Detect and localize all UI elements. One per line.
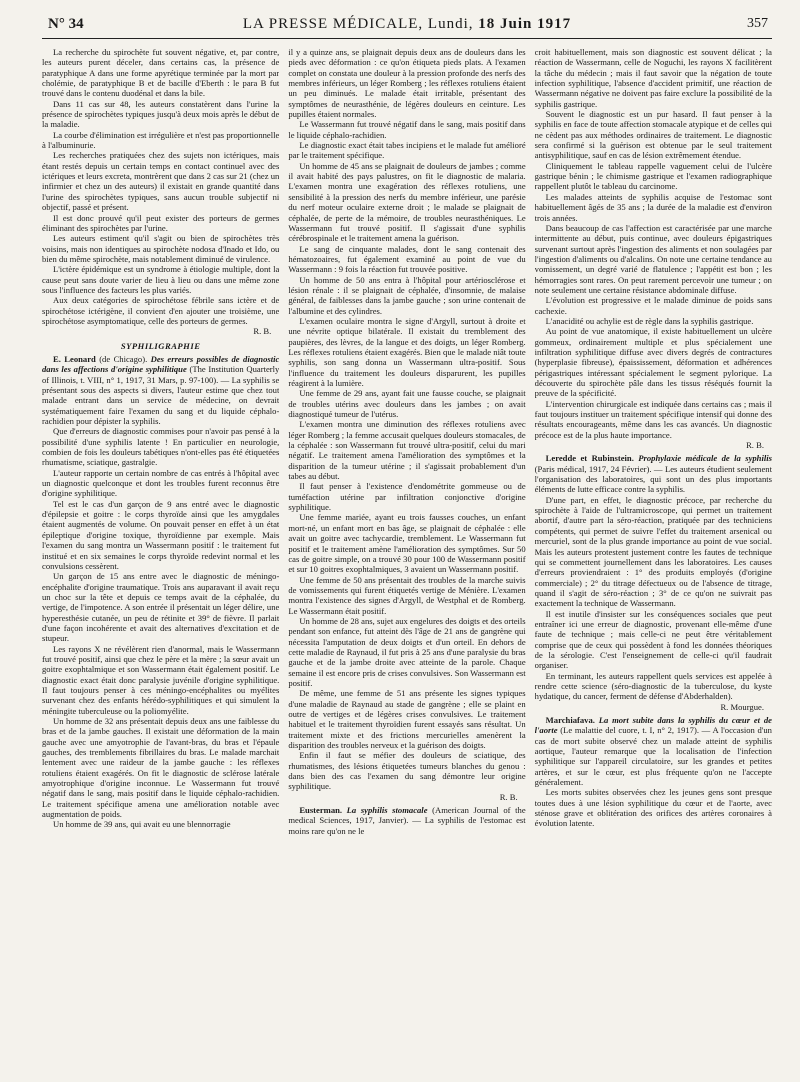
column-1 [42, 47, 279, 1057]
paragraph: Enfin il faut se méfier des douleurs de sciatique, des rhumatismes, des lésions étiquetées tumeurs blanches du genou : dans bien des cas l'examen du sang démontre leur origine syphilitique. [288, 750, 526, 792]
paragraph: L'ictère épidémique est un syndrome à étiologie multiple, dont la cause peut sans doute varier de lieu à lieu ou dans une même zone sous l'influence des facteurs les plus variés. [42, 264, 280, 295]
article-title: Des erreurs possibles de diagnostic dans les affections d'origine syphilitique [42, 353, 280, 375]
paragraph: Il faut penser à l'existence d'endométrite gommeuse ou de tuméfaction utérine par infiltration conjonctive d'origine syphilitique. [288, 481, 526, 513]
article-author: E. Leonard [53, 353, 96, 364]
paragraph: La courbe d'élimination est irrégulière et n'est pas proportionnelle à l'albuminurie. [42, 129, 280, 151]
issue-number: N° 34 [48, 16, 84, 32]
paragraph: il y a quinze ans, se plaignait depuis deux ans de douleurs dans les pieds avec déformation : ce qu'on étiqueta pieds plats. A l'examen complet on constata une douleur à la pression profonde des nerfs des membres inférieurs, un léger Romberg ; les réflexes rotuliens étaient un peu diminués. Le malade était irritable, présentant des symptômes de neurasthénie, de légères douleurs en ceinture. Les pupilles étaient normales. [288, 47, 526, 120]
journal-title [42, 16, 772, 33]
paragraph: Il est inutile d'insister sur les conséquences sociales que peut entraîner ici une erreur de diagnostic, provenant elle-même d'une faute de technique ; mais celle-ci ne peut être véritablement comprise que de ceux qui possèdent à fond les données théoriques de la sérologie. C'est l'enseignement de celle-ci qu'il faudrait organiser. [534, 608, 772, 671]
paragraph: La recherche du spirochète fut souvent négative, et, par contre, les auteurs purent déceler, dans certains cas, la présence de paratyphique A dans une forme apyrétique terminée par la mort par cholémie, de paratyphique B et de bacille d'Eberth : le para B fut trouvé dans le contenu duodénal et dans la bile. [42, 47, 280, 99]
paragraph: Que d'erreurs de diagnostic commises pour n'avoir pas pensé à la possibilité d'une syphilis latente ! En particulier en neurologie, combien de fois les douleurs tabétiques n'ont-elles pas été étiquetées rhumatisme, sciatique, gastralgie. [42, 426, 280, 468]
column-2 [288, 47, 525, 1057]
signature: R. B. [253, 326, 272, 337]
paragraph: Un homme de 28 ans, sujet aux engelures des doigts et des orteils pendant son enfance, fut atteint dès l'âge de 21 ans de gangrène qui nécessita l'amputation de deux doigts et d'un orteil. En dehors de cette maladie de Raynaud, il fut pris à 25 ans d'une paralysie du bras gauche et de la jambe droite avec atteinte de la parole. Chaque semaine il est encore pris de crises convulsives. Son Wassermann est positif. [288, 615, 526, 688]
paragraph: L'intervention chirurgicale est indiquée dans certains cas ; mais il faut toujours instituer un traitement spécifique intensif qui donne des résultats encourageants, même dans les cas avancés. Un diagnostic précoce est de la plus haute importance. [534, 398, 772, 440]
paragraph: Le diagnostic exact était tabes incipiens et le malade fut amélioré par le traitement spécifique. [288, 140, 526, 161]
article-intro [535, 453, 772, 494]
paragraph: Un homme de 45 ans se plaignait de douleurs de jambes ; comme il avait habité des pays palustres, on fit le diagnostic de malaria. L'examen montra une exagération des réflexes rotuliens, une sensibilité à la pression des nerfs du membre inférieur, une parésie du nerf moteur oculaire externe droit ; le malade se plaignait de céphalée, de perte de la mémoire, de troubles neurasthéniques. Le Wassermann fut trouvé positif. Il s'agissait d'une syphilis cérébrospinale et le traitement amena la guérison. [288, 160, 526, 244]
article-author: Marchiafava. [545, 715, 595, 725]
signature: R. B. [499, 791, 518, 802]
paragraph: Au point de vue anatomique, il existe habituellement un ulcère gommeux, ordinairement multiple et plus spécialement une infiltration syphilitique diffuse avec divers degrés de contractures (hyperplasie fibreuse), épaississement, déformation et adhérences périgastriques intéressant spécialement le segment pylorique. La découverte du spirochète pâle dans les tissus réséqués fournit la preuve de la spécificité. [534, 326, 772, 399]
paragraph: Les morts subites observées chez les jeunes gens sont presque toutes dues à une lésion syphilitique du cœur et de l'aorte, avec sténose grave et oblitération des orifices des artères coronaires à évolution latente. [534, 787, 772, 829]
article-reference: (American Journal of the medical Sciences, 1917, Janvier). — La syphilis de l'estomac est moins rare qu'on ne le [288, 805, 526, 836]
paragraph: Les rayons X ne révélèrent rien d'anormal, mais le Wassermann fut trouvé positif, ainsi que chez le père et la mère ; la sœur avait un goitre exophtalmique et son Wassermann était également positif. Le diagnostic exact était donc paralysie juvénile d'origine syphilitique. Il faut toujours penser à ces méningo-encéphalites ou myélites survenant chez des enfants hérédo-syphilitiques et qui simulent la méningite tuberculeuse ou la poliomyélite. [42, 643, 280, 716]
paragraph: croit habituellement, mais son diagnostic est souvent délicat ; la réaction de Wassermann, celle de Noguchi, les rayons X facilitèrent la tâche du médecin ; mais il faut savoir que la négation de toute infection syphilitique, l'absence d'accident primitif, une réaction de Wassermann négative ne doivent pas faire exclure la possibilité de la syphilis gastrique. [534, 47, 772, 109]
paragraph: En terminant, les auteurs rappellent quels services est appelée à rendre cette science (séro-diagnostic de la tuberculose, du kyste hydatique, du cancer, ferment de défense d'Abderhalden). [534, 670, 772, 702]
paragraph: Le Wassermann fut trouvé négatif dans le sang, mais positif dans le liquide céphalo-rachidien. [288, 119, 526, 140]
paragraph: Un homme de 50 ans entra à l'hôpital pour artériosclérose et lésion rénale : il se plaignait de céphalée, d'insomnie, de malaise général, de faiblesses dans la jambe gauche ; son urine contenait de l'albumine et des cylindres. [288, 274, 526, 316]
paragraph: Une femme de 50 ans présentait des troubles de la marche suivis de vomissements qui furent étiquetés vertige de Ménière. L'examen montra l'existence des signes d'Argyll, de Westphal et de Romberg. Le Wassermann était positif. [288, 574, 526, 616]
paragraph: L'examen montra une diminution des réflexes rotuliens avec léger Romberg ; la femme accusait quelques douleurs stomacales, de la céphalée : son Wassermann fut trouvé ultra-positif, celui du mari négatif. Le traitement amena l'amélioration des symptômes et la disparition de la tumeur utérine ; il s'agissait probablement d'un tabes au début. [288, 419, 526, 482]
paragraph: Dans beaucoup de cas l'affection est caractérisée par une marche intermittente au début, puis continue, avec douleurs épigastriques survenant surtout après l'ingestion des aliments et non soulagées par l'ingestion d'aliments ou d'alcalins. On note une certaine tendance au vomissement, un degré varié de flatulence ; l'appétit est bon ; les hémorragies sont rares. On peut rarement percevoir une tumeur ; on note seulement une certaine résistance abdominale diffuse. [534, 222, 772, 295]
paragraph: Les auteurs estiment qu'il s'agit ou bien de spirochètes très voisins, mais non identiques au spirochète nodosa d'Inado et Ido, ou bien du même spirochète, mais notablement diminué de virulence. [42, 233, 280, 264]
paragraph: Dans 11 cas sur 48, les auteurs constatèrent dans l'urine la présence de spirochètes typiques jusqu'à deux mois après le début de la maladie. [42, 98, 280, 130]
paragraph: Une femme mariée, ayant eu trois fausses couches, un enfant mort-né, un enfant mort en bas âge, se plaignait de céphalée : elle avait un goitre avec tachycardie, tremblement. Le Wassermann fut positif et le traitement amène l'amélioration des symptômes. Sur 50 cas de goitre simple, on a trouvé 30 pour 100 de Wassermann positif et sur 10 goitres exophtalmiques, 3 avaient un Wassermann positif. [288, 512, 526, 575]
article-title: La mort subite dans la syphilis du cœur et de l'aorte [534, 715, 772, 736]
signature: R. B. [746, 440, 764, 451]
signature: R. Mourgue. [720, 701, 764, 712]
article-city: (de Chicago). [95, 353, 151, 364]
page-number: 357 [747, 16, 768, 31]
paragraph: L'examen oculaire montra le signe d'Argyll, surtout à droite et une névrite optique bilatérale. Il existait du tremblement des paupières, des lèvres, de la langue et des doigts, un léger Romberg. Les réflexes rotuliens étaient exagérés. Bien que le malade niât toute syphilis, son sang donna un Wassermann ultra-positif. Sous l'influence du traitement les douleurs disparurent, les pupilles réagirent à la lumière. [288, 315, 526, 388]
article-reference: (Paris médical, 1917, 24 Février). — Les auteurs étudient seulement l'organisation des laboratoires, qui sont un des plus importants éléments de lutte efficace contre la syphilis. [534, 463, 772, 495]
article-intro [42, 354, 279, 426]
article-title: La syphilis stomacale [342, 805, 428, 816]
journal-date: 18 Juin 1917 [478, 16, 572, 32]
article-title: Prophylaxie médicale de la syphilis [633, 453, 772, 464]
paragraph: L'évolution est progressive et le malade diminue de poids sans cachexie. [534, 295, 772, 316]
article-reference: (The Institution Quarterly of Illinois, t. VIII, n° 1, 1917, 31 Mars, p. 97-100). — La syphilis se présentant sous des aspects si divers, l'auteur estime que chez tout malade entrant dans un service de médecine, on devrait systématiquement faire l'examen du sang et du liquide céphalo-rachidien pour dépister la syphilis. [42, 364, 280, 427]
paragraph: Le sang de cinquante malades, dont le sang contenait des hématozoaires, fut également examiné au point de vue du Wassermann : 9 fois la réaction fut trouvée positive. [288, 243, 526, 275]
page-header [42, 16, 772, 39]
paragraph: Un garçon de 15 ans entre avec le diagnostic de méningo-encéphalite d'origine traumatique. Trois ans auparavant il avait reçu un choc sur la tête et depuis ce temps avait de la céphalée, du vertige, de l'impotence. A son entrée il présentait un léger délire, une hyperesthésie cutanée, un peu de rétinite et 39° de fièvre. Il parlait d'une façon incohérente et avait des alternatives d'excitation et de stupeur. [42, 571, 280, 644]
paragraph: L'auteur rapporte un certain nombre de cas entrés à l'hôpital avec un diagnostic quelconque et dont les troubles furent reconnus être d'origine syphilitique. [42, 467, 280, 499]
article-intro [288, 805, 525, 836]
article-reference: (Le malattie del cuore, t. I, n° 2, 1917). — A l'occasion d'un cas de mort subite observé chez un malade atteint de syphilis aortique, l'auteur remarque que la localisation de l'infection syphilitique sur l'appareil circulatoire, sur les grandes et petites artères, et sur le cœur, est plus fréquente qu'on ne l'accepte généralement. [534, 725, 772, 788]
paragraph: Les recherches pratiquées chez des sujets non ictériques, mais étant restés depuis un certain temps en contact continuel avec des ictériques et leurs excreta, montrèrent que dans 2 cas sur 21 (chez un infirmier et chez un des auteurs) il existait en grande quantité dans l'urine des spirochètes typiques, sans aucun trouble subjectif ni objectif, passé et présent. [42, 150, 280, 213]
paragraph: Aux deux catégories de spirochétose fébrile sans ictère et de spirochétose ictérigène, il convient d'en ajouter une troisième, une spirochétose asymptomatique, celle des porteurs de germes. [42, 295, 280, 326]
article-author: Leredde et Rubinstein. [545, 453, 634, 464]
paragraph: Cliniquement le tableau rappelle vaguement celui de l'ulcère gastrique bénin ; le chimisme gastrique et l'examen radiographique rappellent plutôt le tableau du carcinome. [534, 160, 772, 192]
paragraph: Tel est le cas d'un garçon de 9 ans entré avec le diagnostic d'épilepsie et goitre : le corps thyroïde ainsi que les amygdales étaient augmentés de volume. On pouvait penser en effet à un état épileptique d'origine toxique, thyroïdienne par exemple. Mais l'examen du sang montra un Wassermann positif : le traitement fut institué et en six semaines le corps thyroïde redevint normal et les convulsions cessèrent. [42, 498, 280, 571]
paragraph: L'anacidité ou achylie est de règle dans la syphilis gastrique. [545, 315, 754, 326]
column-3 [535, 47, 772, 1057]
text-columns [42, 47, 772, 1057]
paragraph: D'une part, en effet, le diagnostic précoce, par recherche du spirochète à l'aide de l'ultramicroscope, qui permet un traitement abortif, d'autre part la séro-réaction, pratiquée par des techniciens compétents, qui permet de suivre l'effet du traitement arsenical ou mercuriel, sont de la plus grande importance au point de vue social. Mais les auteurs protestent justement contre les fautes de technique qui se commettent journellement dans les laboratoires. Les causes d'erreurs proviendraient : 1° des produits employés (d'origine commerciale) ; 2° du titrage défectueux ou de l'absence de titrage, quand il s'agit de séro-réaction ; 3° de ce qu'on ne suivrait pas exactement la technique de Wassermann. [534, 494, 772, 609]
paragraph: Une femme de 29 ans, ayant fait une fausse couche, se plaignait de troubles utérins avec douleurs dans les jambes ; on avait diagnostiqué tumeur de l'utérus. [288, 388, 526, 420]
article-author: Eusterman. [299, 805, 343, 816]
paragraph: De même, une femme de 51 ans présente les signes typiques d'une maladie de Raynaud au stade de gangrène ; elle se plaint en outre de vertiges et de légères crises convulsives. Le traitement habituel et le traitement thyroïdien furent essayés sans résultat. Un traitement mixte et des frictions mercurielles amenèrent la disparition des troubles nerveux et la guérison des doigts. [288, 688, 526, 751]
article-intro [535, 715, 772, 787]
paragraph: Il est donc prouvé qu'il peut exister des porteurs de germes éliminant des spirochètes par l'urine. [42, 212, 280, 233]
paragraph: Un homme de 32 ans présentait depuis deux ans une faiblesse du bras et de la jambe gauches. Il existait une déformation de la main gauche avec une amyotrophie de l'avant-bras, du bras et l'épaule gauches, des tremblements fibrillaires du bras. Le malade marchait lentement avec une raideur de la jambe gauche : les réflexes rotuliens étaient exagérés. On fit le diagnostic de sclérose latérale amyotrophique d'origine inconnue. Le Wassermann fut trouvé négatif dans le sang, mais positif dans le liquide céphalo-rachidien. Le traitement spécifique amena une amélioration notable avec augmentation de poids. [42, 716, 280, 820]
paragraph: Souvent le diagnostic est un pur hasard. Il faut penser à la syphilis en face de toute affection stomacale atypique et de celles qui ne cèdent pas aux méthodes ordinaires de traitement. Le diagnostic sera confirmé si la guérison est obtenue par le seul traitement antisyphilitique, sauf en cas de lésion extrêmement étendue. [534, 109, 772, 161]
paragraph: Les malades atteints de syphilis acquise de l'estomac sont habituellement âgés de 35 ans ; la durée de la maladie est d'environ trois années. [534, 191, 772, 223]
journal-title-prefix: LA PRESSE MÉDICALE, Lundi, [242, 16, 479, 32]
paragraph: Un homme de 39 ans, qui avait eu une blennorragie [53, 819, 231, 830]
section-heading: SYPHILIGRAPHIE [120, 340, 201, 351]
